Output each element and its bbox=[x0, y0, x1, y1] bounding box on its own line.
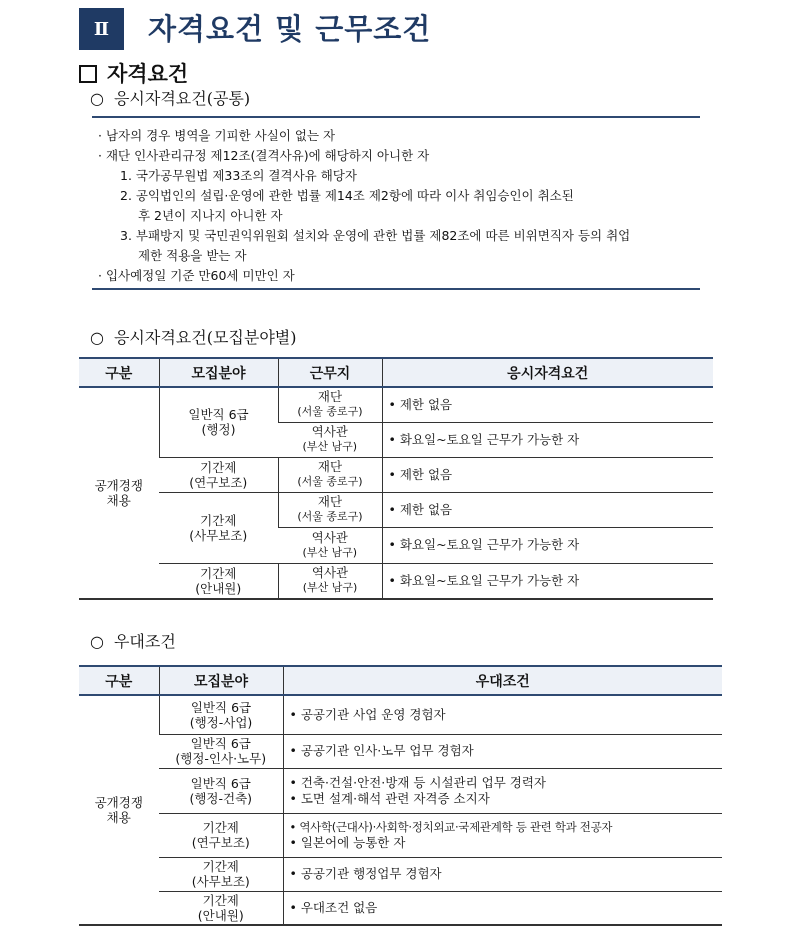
square-bullet-icon bbox=[79, 65, 97, 83]
field-cell: 기간제 (안내원) bbox=[159, 891, 283, 925]
requirement-subline: 1. 국가공무원법 제33조의 결격사유 해당자 bbox=[120, 168, 357, 183]
location-cell: 재단 (서울 종로구) bbox=[278, 387, 382, 422]
chapter-number-badge: Ⅱ bbox=[79, 8, 124, 50]
common-requirements-box bbox=[92, 116, 700, 290]
circle-bullet-icon: ○ bbox=[90, 328, 104, 347]
location-cell: 재단 (서울 종로구) bbox=[278, 492, 382, 527]
location-cell: 역사관 (부산 남구) bbox=[278, 563, 382, 599]
requirement-line: · 남자의 경우 병역을 기피한 사실이 없는 자 bbox=[98, 128, 336, 143]
chapter-title: 자격요건 및 근무조건 bbox=[148, 12, 432, 46]
preferred-conditions-table bbox=[79, 665, 722, 926]
requirement-cell: • 제한 없음 bbox=[382, 492, 713, 527]
field-cell: 일반직 6급 (행정-사업) bbox=[159, 695, 283, 734]
field-cell: 기간제 (연구보조) bbox=[159, 457, 278, 492]
field-requirements-heading bbox=[90, 327, 296, 349]
condition-cell: • 공공기관 인사·노무 업무 경험자 bbox=[283, 734, 722, 768]
col-header-requirement: 응시자격요건 bbox=[382, 358, 713, 387]
requirement-cell: • 화요일~토요일 근무가 가능한 자 bbox=[382, 563, 713, 599]
condition-cell: • 우대조건 없음 bbox=[283, 891, 722, 925]
requirement-subline-cont: 제한 적용을 받는 자 bbox=[138, 248, 247, 263]
common-requirements-heading bbox=[90, 88, 250, 110]
requirement-subline: 2. 공익법인의 설립·운영에 관한 법률 제14조 제2항에 따라 이사 취임승인이 취소된 bbox=[120, 188, 574, 203]
common-requirements-title: 응시자격요건(공통) bbox=[113, 89, 251, 108]
preferred-conditions-heading bbox=[90, 631, 176, 653]
field-cell: 기간제 (안내원) bbox=[159, 563, 278, 599]
condition-cell: • 건축·건설·안전·방재 등 시설관리 업무 경력자 • 도면 설계·해석 관련 자격증 소지자 bbox=[283, 768, 722, 813]
field-cell: 일반직 6급 (행정-인사·노무) bbox=[159, 734, 283, 768]
field-cell: 일반직 6급 (행정) bbox=[159, 387, 278, 457]
field-requirements-title: 응시자격요건(모집분야별) bbox=[113, 328, 297, 347]
requirement-cell: • 화요일~토요일 근무가 가능한 자 bbox=[382, 527, 713, 563]
field-cell: 일반직 6급 (행정-건축) bbox=[159, 768, 283, 813]
field-cell: 기간제 (사무보조) bbox=[159, 857, 283, 891]
location-cell: 재단 (서울 종로구) bbox=[278, 457, 382, 492]
condition-cell: • 공공기관 행정업무 경험자 bbox=[283, 857, 722, 891]
location-cell: 역사관 (부산 남구) bbox=[278, 527, 382, 563]
col-header-location: 근무지 bbox=[278, 358, 382, 387]
col-header-category: 구분 bbox=[79, 358, 159, 387]
col-header-category: 구분 bbox=[79, 666, 159, 695]
col-header-field: 모집분야 bbox=[159, 358, 278, 387]
condition-cell: • 공공기관 사업 운영 경험자 bbox=[283, 695, 722, 734]
condition-cell: • 역사학(근대사)·사회학·정치외교·국제관계학 등 관련 학과 전공자 • 일본어에 능통한 자 bbox=[283, 813, 722, 857]
recruit-type-cell: 공개경쟁 채용 bbox=[79, 695, 159, 925]
requirement-subline-cont: 후 2년이 지나지 아니한 자 bbox=[138, 208, 283, 223]
circle-bullet-icon: ○ bbox=[90, 89, 104, 108]
field-cell: 기간제 (사무보조) bbox=[159, 492, 278, 563]
requirement-line: · 재단 인사관리규정 제12조(결격사유)에 해당하지 아니한 자 bbox=[98, 148, 430, 163]
requirement-line: · 입사예정일 기준 만60세 미만인 자 bbox=[98, 268, 295, 283]
requirement-cell: • 화요일~토요일 근무가 가능한 자 bbox=[382, 422, 713, 457]
col-header-field: 모집분야 bbox=[159, 666, 283, 695]
section-title bbox=[79, 60, 188, 88]
requirement-subline: 3. 부패방지 및 국민권익위원회 설치와 운영에 관한 법률 제82조에 따른 비위면직자 등의 취업 bbox=[120, 228, 631, 243]
field-cell: 기간제 (연구보조) bbox=[159, 813, 283, 857]
field-requirements-table bbox=[79, 357, 713, 600]
location-cell: 역사관 (부산 남구) bbox=[278, 422, 382, 457]
requirement-cell: • 제한 없음 bbox=[382, 457, 713, 492]
preferred-conditions-title: 우대조건 bbox=[113, 632, 176, 651]
col-header-condition: 우대조건 bbox=[283, 666, 722, 695]
recruit-type-cell: 공개경쟁 채용 bbox=[79, 387, 159, 599]
circle-bullet-icon: ○ bbox=[90, 632, 104, 651]
requirement-cell: • 제한 없음 bbox=[382, 387, 713, 422]
section-title-text: 자격요건 bbox=[107, 62, 189, 86]
